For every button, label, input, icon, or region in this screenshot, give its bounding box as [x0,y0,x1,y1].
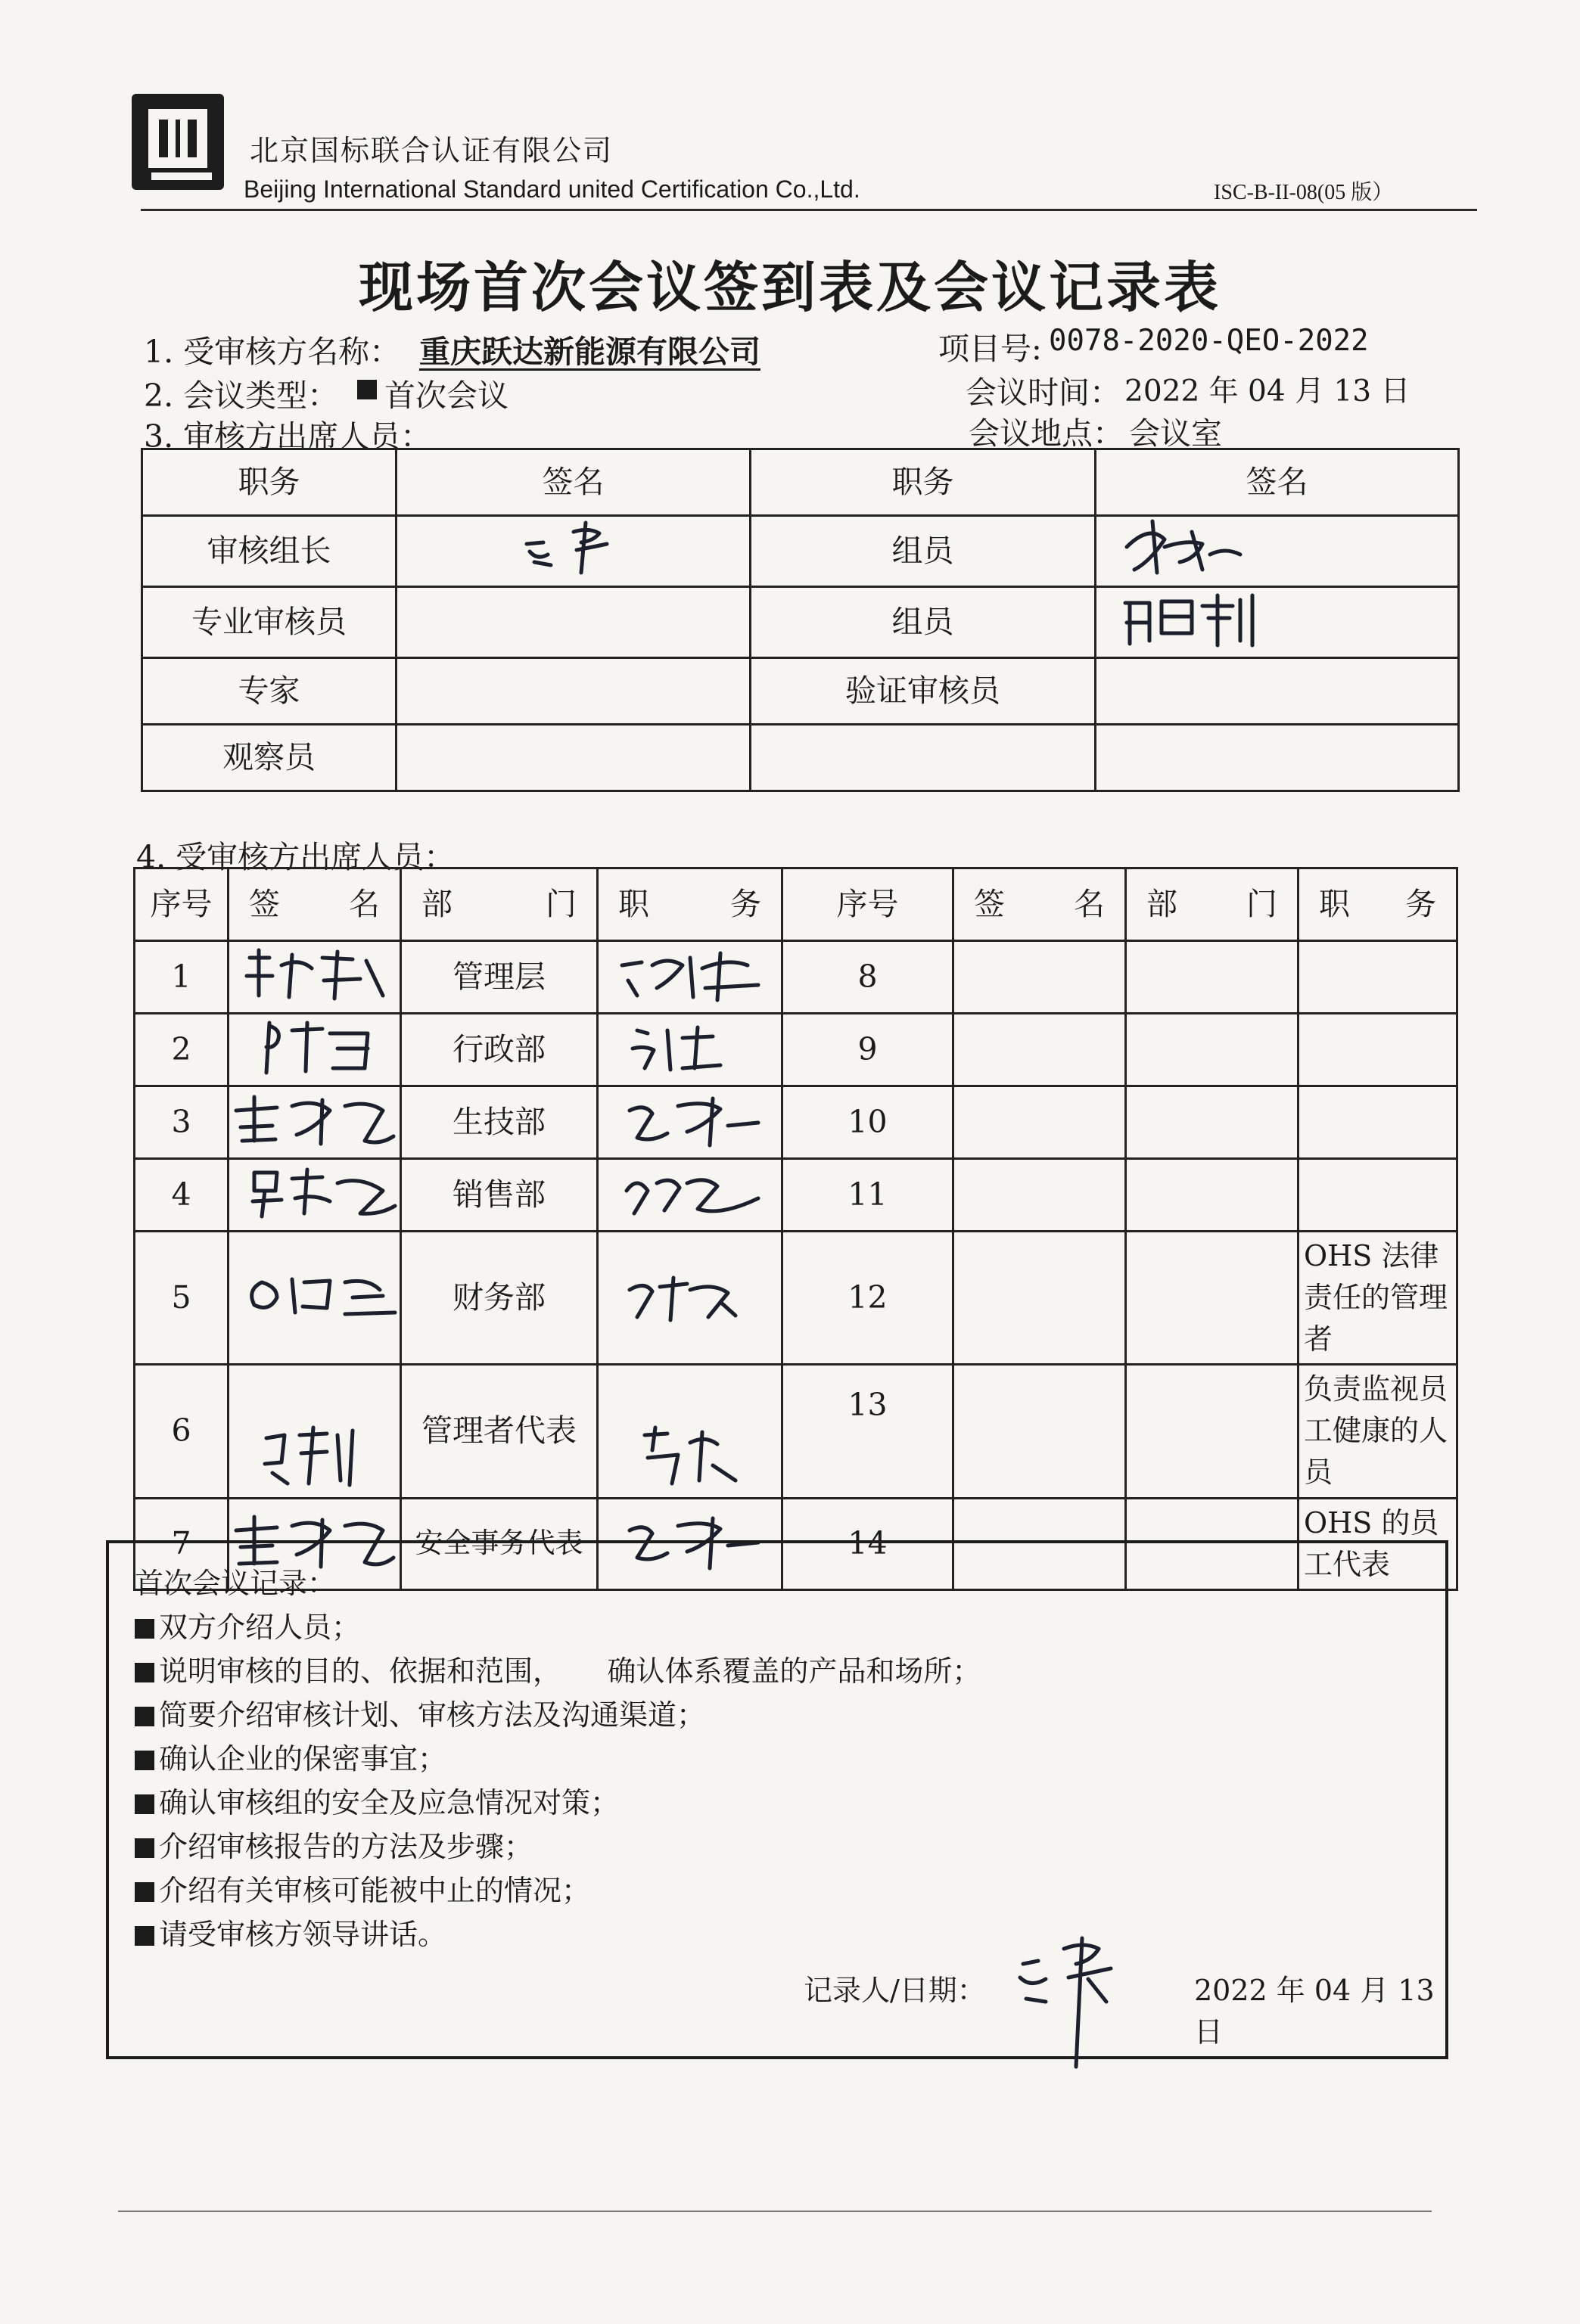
checkbox-checked-icon [135,1619,154,1639]
signature-cell [953,941,1126,1014]
role-cell [751,725,1096,791]
header-text: 门 [546,885,577,922]
row-number: 14 [782,1498,953,1589]
role-cell: 组员 [751,587,1096,658]
meeting-type-label: 2. 会议类型： [144,377,339,414]
signature-cell [229,1365,401,1498]
auditor-attendees-label: 3. 审核方出席人员： [144,418,432,455]
list-item [135,1649,981,1693]
header-text: 部 [1146,885,1177,922]
handwritten-signature [614,943,766,1003]
role-cell: 专业审核员 [142,587,397,658]
department-cell: 管理层 [401,941,598,1014]
table-row [135,1365,1457,1498]
meeting-place-value: 会议室 [1129,415,1222,452]
record-item-text: 介绍有关审核可能被中止的情况； [159,1874,591,1907]
signature-cell [229,1014,401,1086]
record-item-text: 确认企业的保密事宜； [159,1742,447,1776]
signature-cell [598,1014,782,1086]
record-item-text: 确认审核组的安全及应急情况对策； [159,1786,620,1819]
header-rule [141,209,1477,211]
duty-cell [1299,1086,1457,1159]
signature-cell [598,941,782,1014]
row-number: 9 [782,1014,953,1086]
row-number: 13 [782,1365,953,1498]
row-number: 11 [782,1159,953,1232]
recorder-label: 记录人/日期： [804,1974,986,2007]
handwritten-signature [232,1088,398,1148]
record-item-text: 双方介绍人员； [159,1611,361,1644]
handwritten-signature [614,1015,766,1076]
list-item [135,1737,981,1781]
signature-cell [397,516,751,587]
signature-cell [953,1365,1126,1498]
signature-cell [598,1086,782,1159]
header-cell [1299,868,1457,941]
duty-cell: 负责监视员工健康的人员 [1299,1365,1457,1498]
footer-rule [118,2211,1432,2212]
header-text: 门 [1246,885,1277,922]
header-cell: 序号 [782,868,953,941]
department-cell: 销售部 [401,1159,598,1232]
header-text: 签 [249,885,280,922]
handwritten-signature [239,943,390,1003]
checkbox-checked-icon [135,1751,154,1770]
signature-cell [598,1232,782,1365]
department-cell [1126,1365,1299,1498]
department-cell [1126,1086,1299,1159]
list-item [135,1912,981,1956]
department-cell [1126,1159,1299,1232]
auditee-table [133,867,1458,1591]
document-code: ISC-B-II-08(05 版） [1214,181,1394,204]
handwritten-signature [630,1420,751,1488]
signature-cell [953,1014,1126,1086]
checkbox-checked-icon [135,1882,154,1902]
header-cell [598,868,782,941]
department-cell: 行政部 [401,1014,598,1086]
header-text: 名 [349,885,380,922]
meeting-place-label: 会议地点： [969,415,1124,452]
header-text: 务 [1405,885,1436,922]
record-title: 首次会议记录： [135,1567,337,1600]
header-cell: 签名 [397,449,751,516]
signature-cell [1096,658,1459,725]
meeting-record-box [106,1540,1448,2059]
record-item-text: 介绍审核报告的方法及步骤； [159,1830,533,1863]
header-text: 部 [421,885,453,922]
header-text: 职 [1319,885,1350,922]
auditee-name: 重庆跃达新能源有限公司 [419,334,760,370]
header-cell: 职务 [142,449,397,516]
role-cell: 观察员 [142,725,397,791]
department-cell: 安全事务代表 [401,1498,598,1589]
signature-cell [229,1159,401,1232]
duty-cell [1299,1014,1457,1086]
list-item [135,1869,981,1912]
handwritten-signature [614,1260,766,1328]
handwritten-signature [1119,517,1255,577]
signature-cell [953,1232,1126,1365]
signature-cell [598,1159,782,1232]
signature-cell [1096,587,1459,658]
handwritten-signature [1015,1934,1121,2070]
company-logo [129,91,227,193]
header-text: 务 [730,885,761,922]
row-number: 8 [782,941,953,1014]
handwritten-signature [239,1015,390,1076]
role-cell: 审核组长 [142,516,397,587]
header-text: 名 [1074,885,1105,922]
department-cell [1126,1232,1299,1365]
header-cell: 签名 [1096,449,1459,516]
row-number: 10 [782,1086,953,1159]
header-cell [953,868,1126,941]
list-item [135,1693,981,1737]
list-item [135,1781,981,1825]
table-row [135,1086,1457,1159]
meeting-type-checkbox-icon [357,380,377,399]
checkbox-checked-icon [135,1926,154,1946]
signature-cell [1096,725,1459,791]
row-number: 5 [135,1232,229,1365]
header-cell: 职务 [751,449,1096,516]
auditee-label: 1. 受审核方名称： [144,334,401,370]
record-item-text: 简要介绍审核计划、审核方法及沟通渠道； [159,1698,706,1732]
handwritten-signature [1119,588,1263,648]
handwritten-signature [521,517,627,577]
table-row [135,1014,1457,1086]
row-number: 7 [135,1498,229,1589]
signature-cell [953,1159,1126,1232]
table-row [135,1232,1457,1365]
row-number: 2 [135,1014,229,1086]
table-row [135,941,1457,1014]
list-item [135,1605,981,1649]
list-item [135,1825,981,1869]
checkbox-checked-icon [135,1794,154,1814]
auditor-table [141,448,1460,792]
role-cell: 验证审核员 [751,658,1096,725]
row-number: 1 [135,941,229,1014]
record-item-text: 请受审核方领导讲话。 [159,1918,447,1951]
page-title: 现场首次会议签到表及会议记录表 [358,255,1221,319]
handwritten-signature [232,1160,398,1221]
company-name-en: Beijing International Standard united Certification Co.,Ltd. [244,176,860,203]
handwritten-signature [232,1260,398,1328]
duty-cell: OHS 的员工代表 [1299,1498,1457,1589]
row-number: 4 [135,1159,229,1232]
header-cell [401,868,598,941]
record-item-text: 说明审核的目的、依据和范围， 确认体系覆盖的产品和场所； [159,1654,981,1688]
header-cell: 序号 [135,868,229,941]
meeting-time-value: 2022 年 04 月 13 日 [1124,374,1410,409]
auditee-attendees-label: 4. 受审核方出席人员： [136,839,456,875]
record-date: 2022 年 04 月 13 日 [1194,1974,1435,2049]
header-text: 签 [974,885,1005,922]
department-cell: 管理者代表 [401,1365,598,1498]
signature-cell [397,587,751,658]
meeting-type-value: 首次会议 [384,377,509,414]
department-cell [1126,941,1299,1014]
meeting-time-label: 会议时间： [966,374,1121,411]
signature-cell [397,725,751,791]
row-number: 3 [135,1086,229,1159]
signature-cell [229,1086,401,1159]
department-cell [1126,1014,1299,1086]
project-label: 项目号: [938,331,1042,367]
handwritten-signature [254,1420,375,1488]
department-cell: 财务部 [401,1232,598,1365]
department-cell: 生技部 [401,1086,598,1159]
company-name-cn: 北京国标联合认证有限公司 [250,134,614,167]
duty-cell [1299,1159,1457,1232]
recorder-signature [1015,1934,1121,2073]
signature-cell [397,658,751,725]
handwritten-signature [614,1088,766,1148]
signature-cell [598,1365,782,1498]
signature-cell [953,1086,1126,1159]
row-number: 12 [782,1232,953,1365]
duty-cell [1299,941,1457,1014]
header-cell [1126,868,1299,941]
signature-cell [229,1232,401,1365]
handwritten-signature [614,1160,766,1221]
role-cell: 组员 [751,516,1096,587]
signature-cell [1096,516,1459,587]
row-number: 6 [135,1365,229,1498]
signature-cell [229,941,401,1014]
duty-cell: OHS 法律责任的管理者 [1299,1232,1457,1365]
project-number: 0078-2020-QEO-2022 [1049,324,1369,358]
checkbox-checked-icon [135,1838,154,1858]
checkbox-checked-icon [135,1663,154,1682]
header-text: 职 [618,885,649,922]
role-cell: 专家 [142,658,397,725]
header-cell [229,868,401,941]
table-row [135,1159,1457,1232]
checkbox-checked-icon [135,1707,154,1726]
